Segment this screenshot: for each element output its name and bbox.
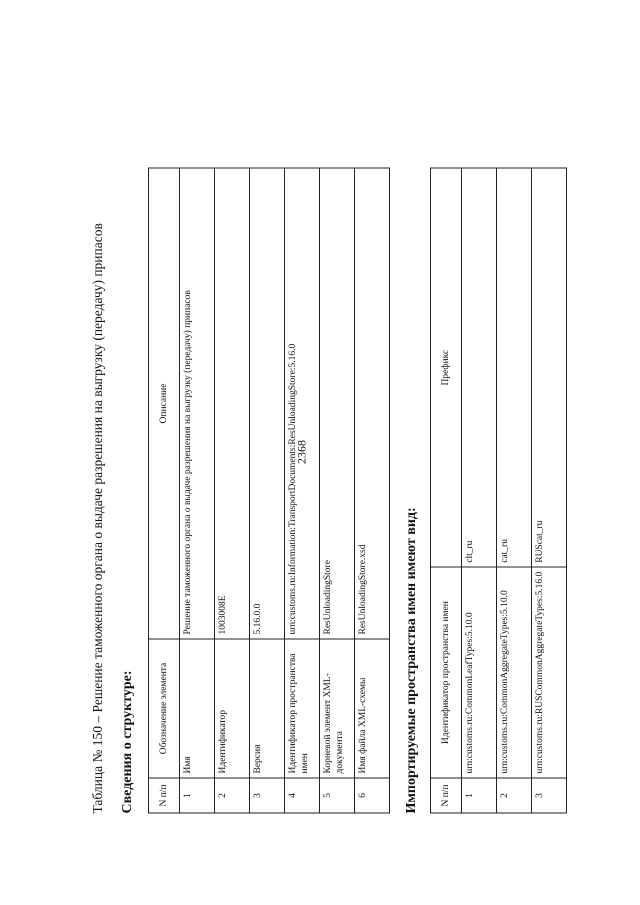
cell-number: 6: [355, 778, 390, 813]
cell-element: Корневой элемент XML-документа: [320, 639, 355, 778]
cell-number: 3: [532, 778, 567, 813]
column-header-number: N п/п: [431, 778, 462, 813]
column-header-element: Обозначение элемента: [149, 639, 180, 778]
namespaces-table: [430, 167, 567, 813]
cell-number: 1: [462, 778, 497, 813]
cell-description: ResUnloadingStore.xsd: [355, 168, 390, 639]
table-header-row: [149, 168, 180, 813]
namespaces-heading: Импортируемые пространства имен имеют вид:: [404, 506, 419, 813]
table-row: [497, 168, 532, 813]
document-content: [88, 93, 567, 813]
structure-table: [148, 167, 390, 813]
cell-description: 1003008E: [215, 168, 250, 639]
cell-description: urn:customs.ru:Information:TransportDocuments:ResUnloadingStore:5.16.0: [285, 168, 320, 639]
column-header-number: N п/п: [149, 778, 180, 813]
cell-element: Имя: [180, 639, 215, 778]
table-row: [462, 168, 497, 813]
cell-namespace: urn:customs.ru:CommonLeafTypes:5.10.0: [462, 567, 497, 778]
cell-prefix: clt_ru: [462, 168, 497, 567]
document-title: Таблица № 150 – Решение таможенного органа о выдаче разрешения на выгрузку (передачу) припасов: [90, 222, 105, 813]
cell-element: Имя файла XML-схемы: [355, 639, 390, 778]
column-header-prefix: Префикс: [431, 168, 462, 567]
table-row: [285, 168, 320, 813]
cell-number: 4: [285, 778, 320, 813]
page-number: 2368: [294, 440, 309, 464]
table-row: [532, 168, 567, 813]
cell-element: Идентификатор: [215, 639, 250, 778]
cell-description: ResUnloadingStore: [320, 168, 355, 639]
cell-element: Версия: [250, 639, 285, 778]
cell-description: Решение таможенного органа о выдаче разрешения на выгрузку (передачу) припасов: [180, 168, 215, 639]
table-header-row: [431, 168, 462, 813]
table-row: [250, 168, 285, 813]
cell-number: 3: [250, 778, 285, 813]
table-row: [215, 168, 250, 813]
table-row: [355, 168, 390, 813]
cell-number: 5: [320, 778, 355, 813]
cell-element: Идентификатор пространства имен: [285, 639, 320, 778]
cell-namespace: urn:customs.ru:CommonAggregateTypes:5.10.0: [497, 567, 532, 778]
cell-number: 1: [180, 778, 215, 813]
cell-namespace: urn:customs.ru:RUSCommonAggregateTypes:5.16.0: [532, 567, 567, 778]
cell-prefix: RUScat_ru: [532, 168, 567, 567]
cell-prefix: cat_ru: [497, 168, 532, 567]
cell-number: 2: [497, 778, 532, 813]
cell-number: 2: [215, 778, 250, 813]
structure-heading: Сведения о структуре:: [120, 670, 135, 813]
cell-description: 5.16.0.0: [250, 168, 285, 639]
table-row: [180, 168, 215, 813]
table-row: [320, 168, 355, 813]
column-header-namespace: Идентификатор пространства имен: [431, 567, 462, 778]
column-header-description: Описание: [149, 168, 180, 639]
